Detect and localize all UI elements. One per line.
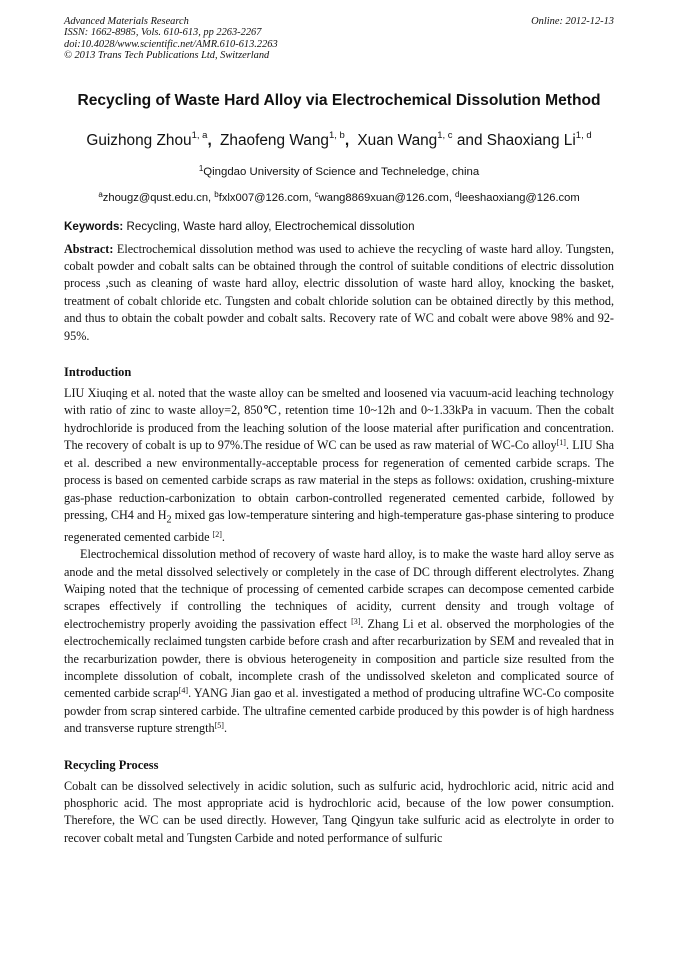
intro-paragraph-1 <box>64 385 614 546</box>
section-heading-introduction: Introduction <box>64 365 132 380</box>
online-date: Online: 2012-12-13 <box>531 16 614 27</box>
intro-paragraph-2 <box>64 546 614 737</box>
abstract <box>64 241 614 345</box>
abstract-label: Abstract: <box>64 241 114 256</box>
author-name: Zhaofeng Wang <box>220 131 329 149</box>
paper-title: Recycling of Waste Hard Alloy via Electrochemical Dissolution Method <box>77 91 601 109</box>
author-list <box>64 129 614 150</box>
email-address: zhougz@qust.edu.cn, <box>102 191 215 204</box>
journal-header <box>64 16 614 62</box>
recycling-paragraph-1: Cobalt can be dissolved selectively in acidic solution, such as sulfuric acid, hydrochloric acid, nitric acid and phosphoric acid. The most appropriate acid is hydrochloric acid, because of the low power consumption. Therefore, the WC can be used directly. However, Tang Qingyun take sulfuric acid as electrolyte in order to recover cobalt metal and Tungsten Carbide and noted performance of sulfuric <box>64 778 614 845</box>
text-run: . Zhang Li et al. observed the morphologies of the electrochemically reclaimed tungsten carbide before crash and after recarburization by SEM and revealed that in the recarburization powder, there is obvious heterogeneity in composition and particle size resulted from the incomplete dissolution of cobalt, incomplete crash of the undissolved skeleton and complicated source of cemented carbide scrap <box>64 616 614 701</box>
email-address: fxlx007@126.com, <box>218 191 315 204</box>
email-sup: a <box>98 189 103 199</box>
email-address: leeshaoxiang@126.com <box>459 191 580 204</box>
text-run: mixed gas low-temperature sintering and high-temperature gas-phase sintering to produce regenerated cemented carbide <box>64 507 614 544</box>
author-separator: , <box>207 131 212 149</box>
email-address: wang8869xuan@126.com, <box>318 191 456 204</box>
citation: [3] <box>351 616 361 626</box>
section-heading-recycling-process: Recycling Process <box>64 757 159 772</box>
affiliation <box>64 163 614 178</box>
abstract-text: Electrochemical dissolution method was used to achieve the recycling of waste hard alloy. Tungsten, cobalt powder and cobalt salts can be obtained through the control of suitable conditions of electric dissolution process ,such as cleaning of waste hard alloy, electric dissolution of waste hard alloy, knocking the basket, treatment of cobalt chloride etc. Tungsten and cobalt chloride solution can be obtained directly by this method, and thus to obtain the cobalt powder and cobalt salts. Recovery rate of WC and cobalt were above 98% and 92-95%. <box>64 241 614 343</box>
issn-line: ISSN: 1662-8985, Vols. 610-613, pp 2263-2267 <box>64 27 262 39</box>
text-run: . LIU Sha et al. described a new environmentally-acceptable process for regeneration of cemented carbide scraps. The process is based on cemented carbide scraps as raw material in the steps as follows: oxidation, crushing-mixture gas-phase reduction-carbonization to obtain carbon-controlled regenerated cemented carbide, followed by pressing, CH4 and H <box>64 438 614 522</box>
email-list <box>64 189 614 204</box>
author-name: Guizhong Zhou <box>86 131 192 149</box>
citation: [5] <box>214 721 224 731</box>
author-affiliation-sup: 1, a <box>191 129 208 141</box>
subscript: 2 <box>166 514 172 526</box>
email-sup: b <box>214 189 219 199</box>
keywords-text: Recycling, Waste hard alloy, Electrochemical dissolution <box>123 219 415 233</box>
affiliation-sup: 1 <box>198 163 204 173</box>
author-affiliation-sup: 1, d <box>575 129 592 141</box>
text-run: . <box>221 529 225 544</box>
author-affiliation-sup: 1, c <box>437 129 453 141</box>
email-sup: d <box>455 189 460 199</box>
author-affiliation-sup: 1, b <box>328 129 345 141</box>
text-run: . YANG Jian gao et al. investigated a method of producing ultrafine WC-Co composite powder from scrap sintered carbide. The ultrafine cemented carbide produced by this powder is of high hardness and transverse rupture strength <box>64 686 615 736</box>
keywords <box>64 220 614 233</box>
keywords-label: Keywords: <box>64 219 124 233</box>
text-run: . <box>223 721 227 736</box>
citation: [4] <box>178 686 189 696</box>
journal-info <box>64 16 278 62</box>
journal-name: Advanced Materials Research <box>64 16 189 27</box>
author-name: Xuan Wang <box>357 131 438 149</box>
email-sup: c <box>314 189 319 199</box>
author-separator: , <box>344 131 350 149</box>
copyright-line: © 2013 Trans Tech Publications Ltd, Switzerland <box>64 50 270 62</box>
text-run: Electrochemical dissolution method of recovery of waste hard alloy, is to make the waste hard alloy serve as anode and the metal dissolved selectively or completely in the case of DC through different electrolytes. Zhang Waiping noted that the technique of processing of cemented carbide scrapes can decompose cemented carbide scrapes effectively if controlling the techniques of acidity, current density and trough voltage of electrochemistry properly avoiding the passivation effect <box>64 547 614 631</box>
text-run: LIU Xiuqing et al. noted that the waste alloy can be smelted and loosened via vacuum-acid leaching technology with ratio of zinc to waste alloy=2, 850℃, retention time 10~12h and 0~1.33kPa in vacuum. Then the cobalt hydrochloride is produced from the leaching solution of the loose material after purification and concentration. The recovery of cobalt is up to 97%.The residue of WC can be used as raw material of WC-Co alloy <box>64 386 614 453</box>
doi-line: doi:10.4028/www.scientific.net/AMR.610-613.2263 <box>64 38 278 50</box>
citation: [1] <box>556 438 566 448</box>
affiliation-text: Qingdao University of Science and Techneledge, china <box>203 165 480 178</box>
author-name: and Shaoxiang Li <box>456 131 576 149</box>
citation: [2] <box>212 529 222 539</box>
